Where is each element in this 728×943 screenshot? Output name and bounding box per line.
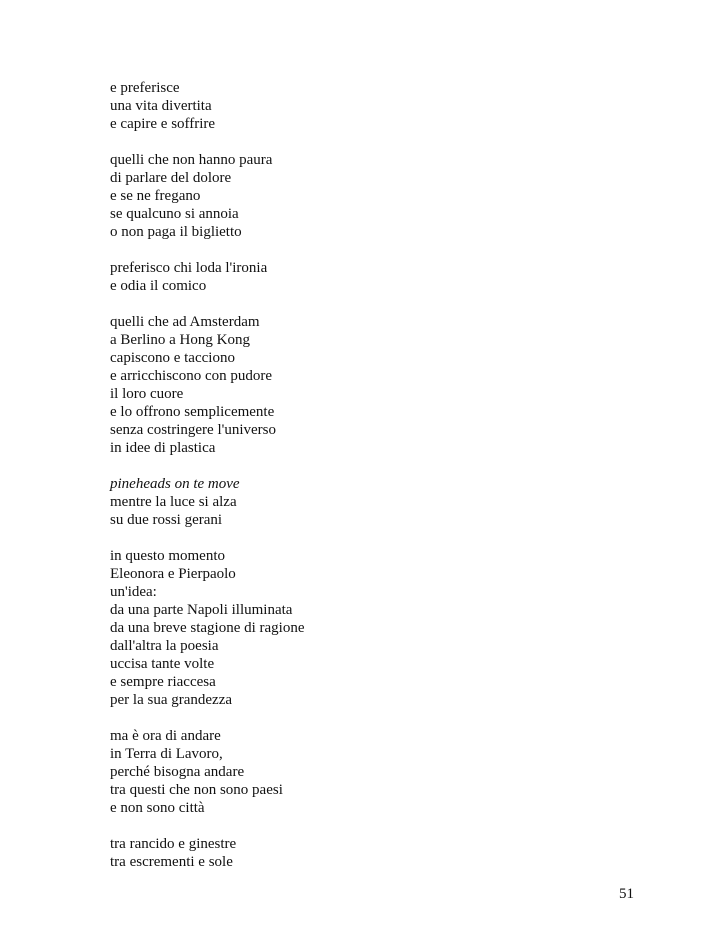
poem-line: uccisa tante volte	[110, 656, 215, 672]
poem-line: tra rancido e ginestre	[110, 836, 237, 852]
poem-line: preferisco chi loda l'ironia	[110, 260, 268, 276]
poem-line: un'idea:	[110, 584, 157, 600]
poem-line: e odia il comico	[110, 278, 207, 294]
poem-line: e sempre riaccesa	[110, 674, 216, 690]
poem-line: e arricchiscono con pudore	[110, 368, 273, 384]
poem-line: e preferisce	[110, 80, 180, 96]
poem-line: senza costringere l'universo	[110, 422, 276, 438]
page-number: 51	[619, 886, 634, 902]
poem-line: se qualcuno si annoia	[110, 206, 239, 222]
poem-line: a Berlino a Hong Kong	[110, 332, 250, 348]
poem-line: e lo offrono semplicemente	[110, 404, 275, 420]
poem-line: perché bisogna andare	[110, 764, 245, 780]
poem-line: su due rossi gerani	[110, 512, 223, 528]
poem-body	[110, 79, 610, 871]
poem-line: in idee di plastica	[110, 440, 216, 456]
poem-line: dall'altra la poesia	[110, 638, 219, 654]
poem-line: o non paga il biglietto	[110, 224, 242, 240]
poem-line-italic: pineheads on te move	[110, 476, 240, 492]
poem-line: e non sono città	[110, 800, 205, 816]
poem-line: in Terra di Lavoro,	[110, 746, 223, 762]
poem-line: per la sua grandezza	[110, 692, 233, 708]
stanza-4	[110, 313, 610, 457]
poem-line: mentre la luce si alza	[110, 494, 237, 510]
poem-line: e se ne fregano	[110, 188, 201, 204]
poem-line: capiscono e tacciono	[110, 350, 235, 366]
stanza-3	[110, 259, 610, 295]
poem-line: di parlare del dolore	[110, 170, 232, 186]
poem-line: Eleonora e Pierpaolo	[110, 566, 236, 582]
poem-line: il loro cuore	[110, 386, 184, 402]
poem-line: una vita divertita	[110, 98, 212, 114]
stanza-7	[110, 727, 610, 817]
stanza-2	[110, 151, 610, 241]
poem-line: ma è ora di andare	[110, 728, 221, 744]
stanza-8	[110, 835, 610, 871]
stanza-6	[110, 547, 610, 709]
stanza-5	[110, 475, 610, 529]
poem-line: tra escrementi e sole	[110, 854, 233, 870]
stanza-1	[110, 79, 610, 133]
poem-line: da una parte Napoli illuminata	[110, 602, 293, 618]
poem-line: tra questi che non sono paesi	[110, 782, 283, 798]
poem-line: quelli che ad Amsterdam	[110, 314, 260, 330]
poem-line: e capire e soffrire	[110, 116, 216, 132]
poem-line: quelli che non hanno paura	[110, 152, 273, 168]
poem-line: in questo momento	[110, 548, 225, 564]
poem-line: da una breve stagione di ragione	[110, 620, 305, 636]
